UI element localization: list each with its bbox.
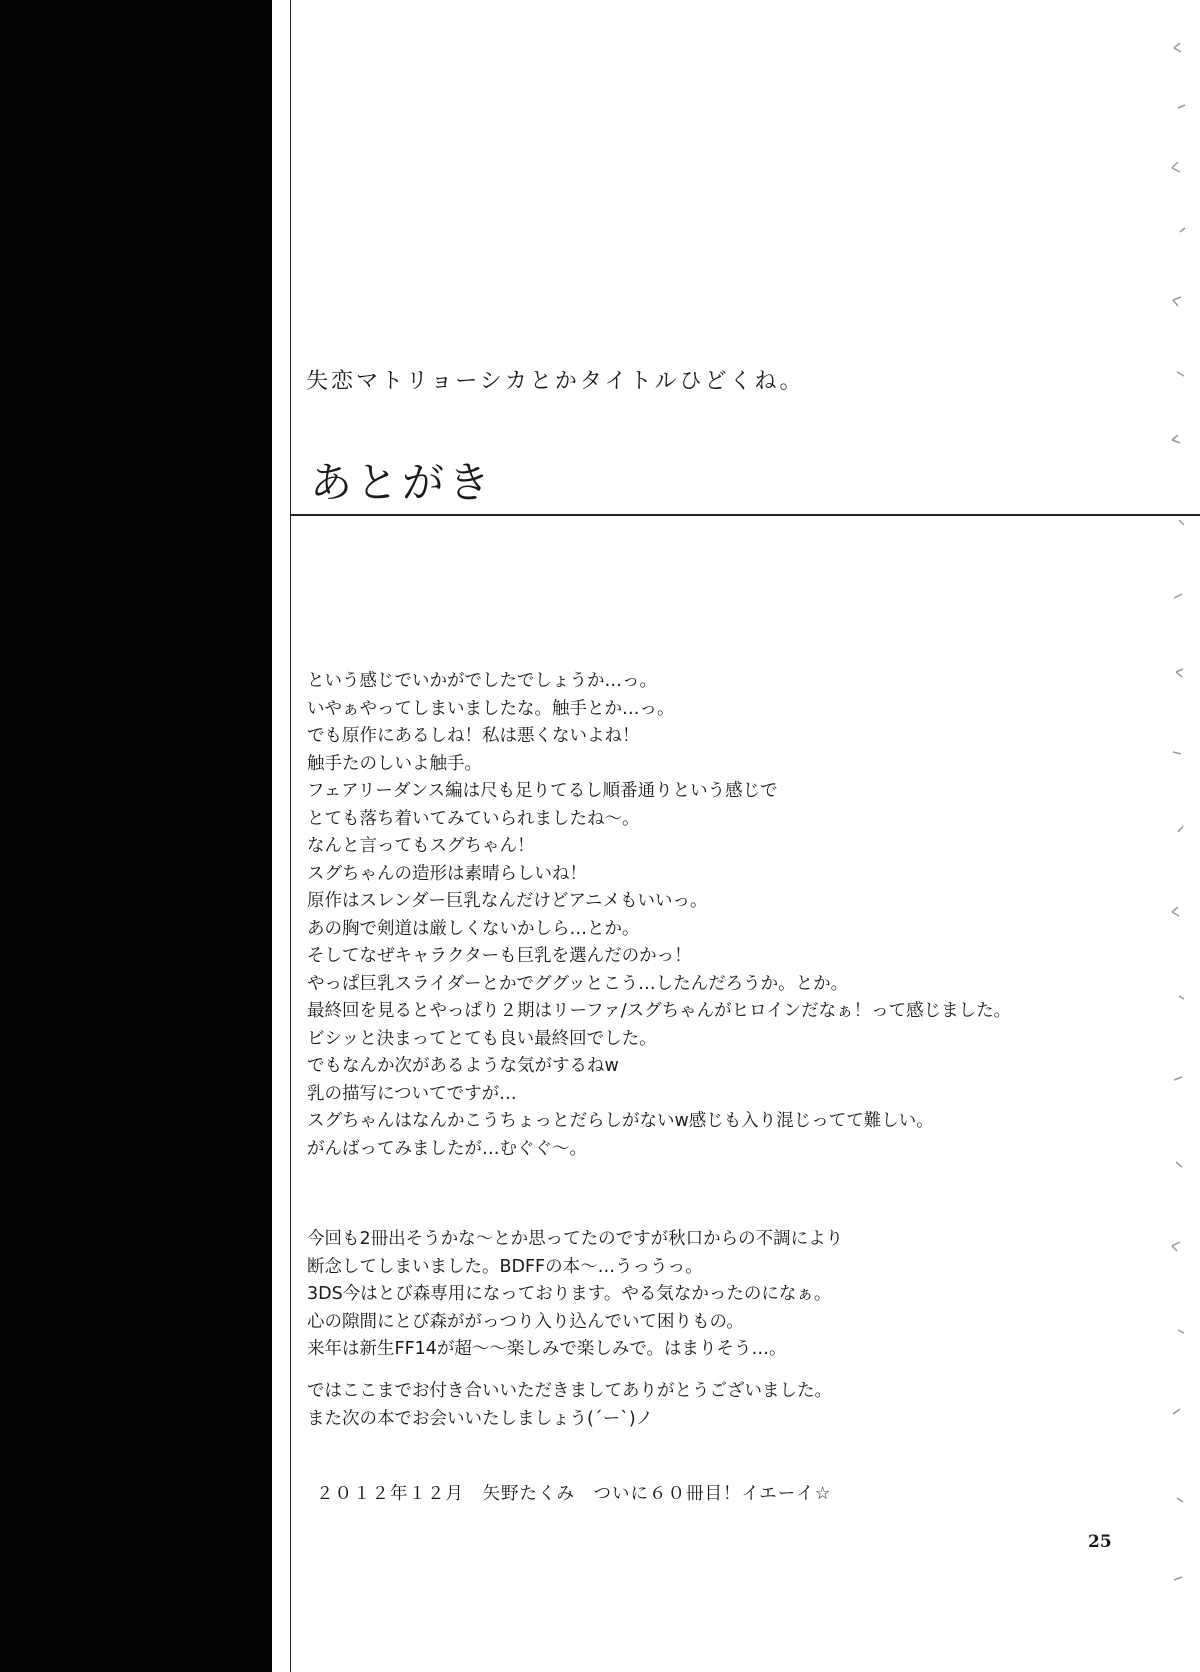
text-line: そしてなぜキャラクターも巨乳を選んだのかっ！ xyxy=(307,946,692,966)
black-side-bar xyxy=(0,0,272,1672)
text-line: 断念してしまいました。BDFFの本～…うっうっ。 xyxy=(307,1256,703,1277)
text-line: 最終回を見るとやっぱり２期はリーファ/スグちゃんがヒロインだなぁ！って感じました。 xyxy=(307,1001,1012,1021)
scan-edge-marks xyxy=(1160,0,1200,1672)
signoff-line: ２０１２年１２月 矢野たくみ ついに６０冊目！イエーイ☆ xyxy=(316,1484,832,1504)
text-line: やっぱ巨乳スライダーとかでググッとこう…したんだろうか。とか。 xyxy=(307,973,849,994)
text-line: スグちゃんはなんかこうちょっとだらしがないw感じも入り混じってて難しい。 xyxy=(307,1111,934,1131)
text-line: がんばってみましたが…むぐぐ～。 xyxy=(307,1138,587,1159)
page-heading: あとがき xyxy=(310,458,495,507)
text-line: いやぁやってしまいましたな。触手とか…っ。 xyxy=(307,698,675,719)
text-line: フェアリーダンス編は尺も足りてるし順番通りという感じで xyxy=(307,781,778,801)
paragraph-1 xyxy=(307,668,1011,1163)
text-line: 3DS今はとび森専用になっております。やる気なかったのになぁ。 xyxy=(307,1284,832,1304)
text-line: 原作はスレンダー巨乳なんだけどアニメもいいっ。 xyxy=(307,891,708,911)
text-line: 今回も2冊出そうかな～とか思ってたのですが秋口からの不調により xyxy=(307,1229,844,1249)
text-line: 乳の描写についてですが… xyxy=(307,1083,517,1104)
paragraph-3 xyxy=(307,1378,832,1433)
page-number: 25 xyxy=(1088,1532,1112,1552)
text-line: あの胸で剣道は厳しくないかしら…とか。 xyxy=(307,918,640,939)
text-line: とても落ち着いてみていられましたね～。 xyxy=(307,808,640,829)
vertical-rule xyxy=(290,0,291,1672)
subtitle: 失恋マトリョーシカとかタイトルひどくね。 xyxy=(306,369,805,394)
text-line: スグちゃんの造形は素晴らしいね！ xyxy=(307,863,587,884)
text-line: ではここまでお付き合いいただきましてありがとうございました。 xyxy=(307,1381,832,1401)
paragraph-2 xyxy=(307,1226,843,1364)
text-line: でもなんか次があるような気がするねw xyxy=(307,1056,619,1076)
heading-rule xyxy=(290,514,1200,516)
text-line: 触手たのしいよ触手。 xyxy=(307,753,482,774)
text-line: 心の隙間にとび森ががっつり入り込んでいて困りもの。 xyxy=(307,1311,744,1332)
text-line: また次の本でお会いいたしましょう(´ー`)ノ xyxy=(307,1408,654,1429)
text-line: ビシッと決まってとても良い最終回でした。 xyxy=(307,1028,657,1049)
text-line: でも原作にあるしね！私は悪くないよね！ xyxy=(307,726,640,746)
text-line: という感じでいかがでしたでしょうか…っ。 xyxy=(307,671,657,691)
text-line: 来年は新生FF14が超～～楽しみで楽しみで。はまりそう…。 xyxy=(307,1339,787,1359)
text-line: なんと言ってもスグちゃん！ xyxy=(307,836,535,856)
